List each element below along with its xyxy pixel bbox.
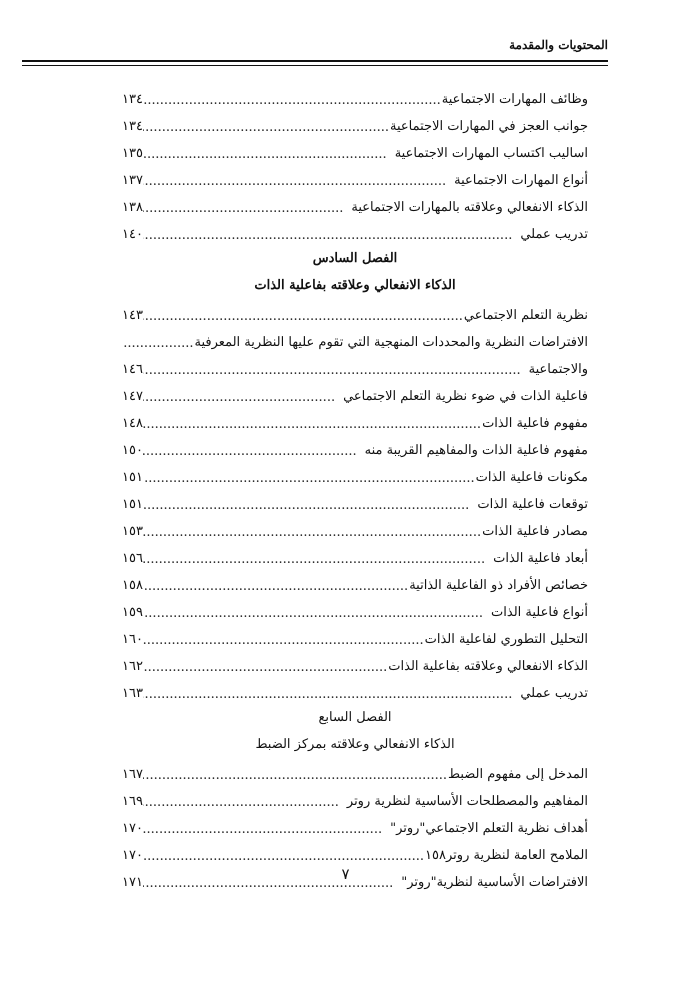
toc-entry bbox=[122, 677, 588, 704]
toc-leader-dots bbox=[143, 308, 463, 326]
toc-entry-page: ١٥١ bbox=[122, 497, 143, 512]
toc-entry-title: نظرية التعلم الاجتماعي bbox=[463, 308, 588, 323]
toc-entry bbox=[122, 569, 588, 596]
toc-entry bbox=[122, 515, 588, 542]
toc-leader-dots bbox=[143, 821, 382, 839]
toc-entry-page: ١٣٨ bbox=[122, 200, 143, 215]
toc-entry-title: أنواع المهارات الاجتماعية bbox=[454, 173, 588, 188]
toc-entry-title: جوانب العجز في المهارات الاجتماعية bbox=[389, 119, 588, 134]
toc-leader-dots bbox=[143, 524, 481, 542]
toc-entry bbox=[122, 299, 588, 326]
toc-entry-page: ١٤٣ bbox=[122, 308, 143, 323]
toc-entry bbox=[122, 488, 588, 515]
toc-entry-page: ١٦٠ bbox=[122, 632, 143, 647]
toc-entry bbox=[122, 758, 588, 785]
toc-entry-title: المدخل إلى مفهوم الضبط bbox=[447, 767, 588, 782]
toc-entry-page: ١٤٧ bbox=[122, 389, 143, 404]
toc-entry bbox=[122, 650, 588, 677]
page-number: ٧ bbox=[341, 865, 350, 883]
toc-entry bbox=[122, 407, 588, 434]
toc-entry-page: ١٦٣ bbox=[122, 686, 143, 701]
toc-entry bbox=[122, 191, 588, 218]
chapter-heading: الذكاء الانفعالي وعلاقته بمركز الضبط bbox=[255, 737, 455, 752]
toc-entry bbox=[122, 623, 588, 650]
table-of-contents bbox=[122, 83, 588, 893]
toc-entry-title: تدريب عملي bbox=[520, 227, 588, 242]
toc-entry-page: ١٣٧ bbox=[122, 173, 143, 188]
toc-entry-title: الذكاء الانفعالي وعلاقته بالمهارات الاجتماعية bbox=[351, 200, 588, 215]
toc-entry bbox=[122, 812, 588, 839]
toc-entry-page: ١٧١ bbox=[122, 875, 143, 890]
toc-entry-title: خصائص الأفراد ذو الفاعلية الذاتية bbox=[409, 578, 588, 593]
toc-entry bbox=[122, 461, 588, 488]
toc-entry-page: ١٦٢ bbox=[122, 659, 143, 674]
toc-leader-dots bbox=[143, 227, 512, 245]
toc-leader-dots bbox=[143, 173, 446, 191]
toc-entry bbox=[122, 164, 588, 191]
toc-entry bbox=[122, 434, 588, 461]
toc-entry bbox=[122, 353, 588, 380]
toc-entry-page: ١٥١ bbox=[122, 470, 143, 485]
toc-entry-title: اساليب اكتساب المهارات الاجتماعية bbox=[394, 146, 588, 161]
toc-entry bbox=[122, 83, 588, 110]
toc-leader-dots bbox=[143, 92, 441, 110]
toc-entry bbox=[122, 218, 588, 245]
toc-leader-dots bbox=[143, 470, 475, 488]
toc-leader-dots bbox=[143, 632, 424, 650]
toc-entry-page: ١٤٨ bbox=[122, 416, 143, 431]
toc-entry-title: وظائف المهارات الاجتماعية bbox=[441, 92, 588, 107]
toc-entry-page: ١٥٠ bbox=[122, 443, 143, 458]
toc-entry-page: ١٦٩ bbox=[122, 794, 143, 809]
toc-entry-title: التحليل التطوري لفاعلية الذات bbox=[424, 632, 588, 647]
toc-leader-dots bbox=[143, 794, 339, 812]
chapter-heading: الذكاء الانفعالي وعلاقته بفاعلية الذات bbox=[254, 278, 456, 293]
toc-leader-dots bbox=[143, 443, 357, 461]
toc-leader-dots bbox=[143, 659, 387, 677]
toc-entry-title: أهداف نظرية التعلم الاجتماعي"روتر" bbox=[390, 821, 588, 836]
toc-entry-page: ١٣٤ bbox=[122, 119, 143, 134]
toc-entry-title: الافتراضات الأساسية لنظرية"روتر" bbox=[401, 875, 588, 890]
toc-entry-page: ١٥٣ bbox=[122, 524, 143, 539]
toc-leader-dots bbox=[143, 119, 389, 137]
toc-entry-title: مفهوم فاعلية الذات والمفاهيم القريبة منه bbox=[364, 443, 588, 458]
toc-entry bbox=[122, 542, 588, 569]
toc-entry bbox=[122, 110, 588, 137]
toc-entry bbox=[122, 596, 588, 623]
toc-entry-title: فاعلية الذات في ضوء نظرية التعلم الاجتماعي bbox=[343, 389, 588, 404]
header-rule-thick bbox=[22, 60, 608, 62]
toc-leader-dots bbox=[122, 335, 194, 353]
toc-leader-dots bbox=[143, 497, 469, 515]
toc-entry bbox=[122, 380, 588, 407]
toc-entry-title: تدريب عملي bbox=[520, 686, 588, 701]
toc-entry-page: ١٥٨ bbox=[122, 578, 143, 593]
toc-entry-title: مفهوم فاعلية الذات bbox=[482, 416, 588, 431]
toc-leader-dots bbox=[143, 389, 335, 407]
toc-entry-page: ١٧٠ bbox=[122, 821, 143, 836]
toc-entry-page: ١٥٩ bbox=[122, 605, 143, 620]
toc-entry bbox=[122, 785, 588, 812]
toc-entry-page: ١٤٦ bbox=[122, 362, 143, 377]
toc-leader-dots bbox=[143, 362, 521, 380]
toc-leader-dots bbox=[143, 767, 447, 785]
toc-entry-title: أنواع فاعلية الذات bbox=[491, 605, 588, 620]
toc-leader-dots bbox=[143, 200, 343, 218]
toc-leader-dots bbox=[143, 416, 481, 434]
toc-leader-dots bbox=[143, 848, 424, 866]
toc-entry-page: ١٣٤ bbox=[122, 92, 143, 107]
toc-entry-page: ١٧٠ bbox=[122, 848, 143, 863]
toc-leader-dots bbox=[143, 578, 408, 596]
chapter-heading: الفصل السابع bbox=[318, 710, 392, 725]
toc-entry-page: ١٤٠ bbox=[122, 227, 143, 242]
toc-leader-dots bbox=[143, 146, 387, 164]
toc-entry bbox=[122, 326, 588, 353]
toc-entry-title: الافتراضات النظرية والمحددات المنهجية التي تقوم عليها النظرية المعرفية bbox=[194, 335, 588, 350]
toc-entry bbox=[122, 839, 588, 866]
toc-entry-title: الذكاء الانفعالي وعلاقته بفاعلية الذات bbox=[388, 659, 588, 674]
toc-entry bbox=[122, 137, 588, 164]
toc-entry-title: مصادر فاعلية الذات bbox=[482, 524, 588, 539]
toc-leader-dots bbox=[143, 551, 485, 569]
toc-entry-title: الملامح العامة لنظرية روتر١٥٨ bbox=[425, 848, 588, 863]
toc-entry-page: ١٦٧ bbox=[122, 767, 143, 782]
toc-entry-page: ١٥٦ bbox=[122, 551, 143, 566]
toc-entry-title: مكونات فاعلية الذات bbox=[475, 470, 588, 485]
toc-entry-title: أبعاد فاعلية الذات bbox=[493, 551, 588, 566]
header-rule-thin bbox=[22, 65, 608, 66]
chapter-heading: الفصل السادس bbox=[312, 251, 398, 266]
toc-entry-title: والاجتماعية bbox=[528, 362, 588, 377]
toc-entry-title: المفاهيم والمصطلحات الأساسية لنظرية روتر bbox=[346, 794, 588, 809]
toc-entry-page: ١٣٥ bbox=[122, 146, 143, 161]
toc-leader-dots bbox=[143, 686, 512, 704]
toc-entry-title: توقعات فاعلية الذات bbox=[477, 497, 588, 512]
toc-leader-dots bbox=[143, 605, 483, 623]
running-header: المحتويات والمقدمة bbox=[509, 38, 608, 52]
